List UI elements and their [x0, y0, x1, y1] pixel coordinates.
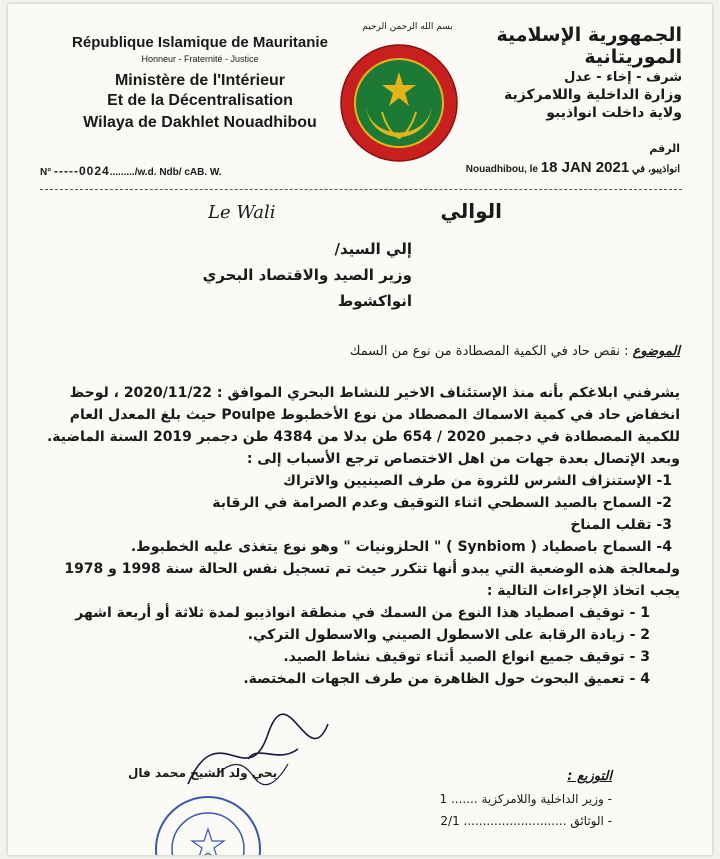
cause-item: 2- السماح بالصيد السطحي اثناء التوقيف وعدم الصرامة في الرقابة	[212, 495, 672, 511]
reference-value: -----0024	[54, 164, 110, 178]
national-emblem-icon	[338, 42, 460, 164]
motto-ar: شرف - إخاء - عدل	[564, 70, 682, 85]
basmala: بسم الله الرحمن الرحيم	[362, 22, 453, 32]
reference-number	[40, 164, 222, 178]
signatory-name: يحي ولد الشيخ محمد فال	[128, 766, 278, 780]
letter-body	[40, 382, 680, 690]
official-stamp-icon	[138, 779, 278, 855]
cause-item: 1- الإستنزاف الشرس للثروة من طرف الصينيين والاتراك	[283, 473, 672, 489]
reference-label-ar: الرقم	[649, 142, 680, 155]
header-french	[50, 34, 350, 132]
measure-item: 1 - توقيف اصطياد هذا النوع من السمك في منطقة انواذيبو لمدة ثلاثة أو أربعة اشهر	[75, 605, 650, 621]
body-paragraph-3: ولمعالجة هذه الوضعية التي يبدو أنها تتكرر حيث تم تسجيل نفس الحالة سنة 1998 و 1978 يجب اتخاذ الإجراءات التالية :	[64, 561, 680, 599]
republic-ar: الجمهورية الإسلامية الموريتانية	[496, 24, 682, 68]
addressee-line1: إلي السيد/	[334, 240, 412, 258]
subject-label: الموضوع	[632, 344, 680, 359]
subject-text: : نقص حاد في الكمية المصطادة من نوع من السمك	[349, 344, 629, 359]
wilaya-ar: ولاية داخلت انواذيبو	[546, 105, 682, 121]
cause-item: 3- تقلب المناخ	[570, 517, 672, 533]
place-ar: انواذيبو، في	[631, 164, 680, 175]
place-fr: Nouadhibou, le	[465, 164, 538, 175]
wali-fr: Le Wali	[208, 202, 276, 223]
body-paragraph-1: يشرفني ابلاغكم بأنه منذ الإستئناف الاخير للنشاط البحري الموافق : 2020/11/22 ، لوحظ انخفاض حاد في كمية الاسماك المصطاد من نوع الأخطبوط Poulpe حيث بلغ المعدل العام للكمية المصطادة في دجمبر 2020 / 654 طن بدلا من 4384 طن دجمبر 2019 السنة الماضية.	[46, 385, 680, 445]
cause-item: 4- السماح باصطياد ( Synbiom ) " الحلزونيات " وهو نوع يتغذى عليه الخطبوط.	[130, 539, 672, 555]
reference-suffix: ........./w.d. Ndb/ cAB. W.	[109, 167, 222, 178]
body-paragraph-2: وبعد الإتصال بعدة جهات من اهل الاختصاص ترجع الأسباب إلى :	[246, 451, 680, 467]
document-page	[8, 4, 712, 855]
date-stamp: 18 JAN 2021	[540, 159, 630, 176]
addressee-line3: انواكشوط	[337, 292, 412, 310]
header-arabic	[452, 24, 682, 121]
addressee	[192, 236, 412, 314]
measure-item: 4 - تعميق البحوث حول الظاهرة من طرف الجهات المختصة.	[243, 671, 650, 687]
distribution-line: - وزير الداخلية واللامركزية ....... 1	[439, 792, 612, 806]
subject-line	[350, 344, 680, 359]
ministry-fr-line1: Ministère de l'Intérieur	[114, 72, 286, 89]
reference-prefix: N°	[40, 167, 52, 178]
distribution-block	[392, 766, 612, 832]
header-divider	[40, 189, 682, 190]
ministry-fr-line2: Et de la Décentralisation	[107, 92, 293, 109]
wali-ar: الوالي	[440, 199, 502, 223]
measure-item: 3 - توقيف جميع انواع الصيد أثناء توقيف نشاط الصيد.	[283, 649, 650, 665]
republic-fr: République Islamique de Mauritanie	[72, 34, 328, 51]
addressee-line2: وزير الصيد والاقتصاد البحري	[202, 266, 412, 284]
measure-item: 2 - زيادة الرقابة على الاسطول الصيني والاسطول التركي.	[247, 627, 650, 643]
wilaya-fr: Wilaya de Dakhlet Nouadhibou	[83, 114, 317, 131]
date-line	[466, 159, 680, 176]
ministry-ar: وزارة الداخلية واللامركزية	[504, 87, 682, 103]
motto-fr: Honneur - Fraternité - Justice	[141, 54, 259, 64]
distribution-title: التوزيع :	[567, 769, 612, 784]
distribution-line: - الوثائق ........................... 2/1	[440, 814, 612, 828]
